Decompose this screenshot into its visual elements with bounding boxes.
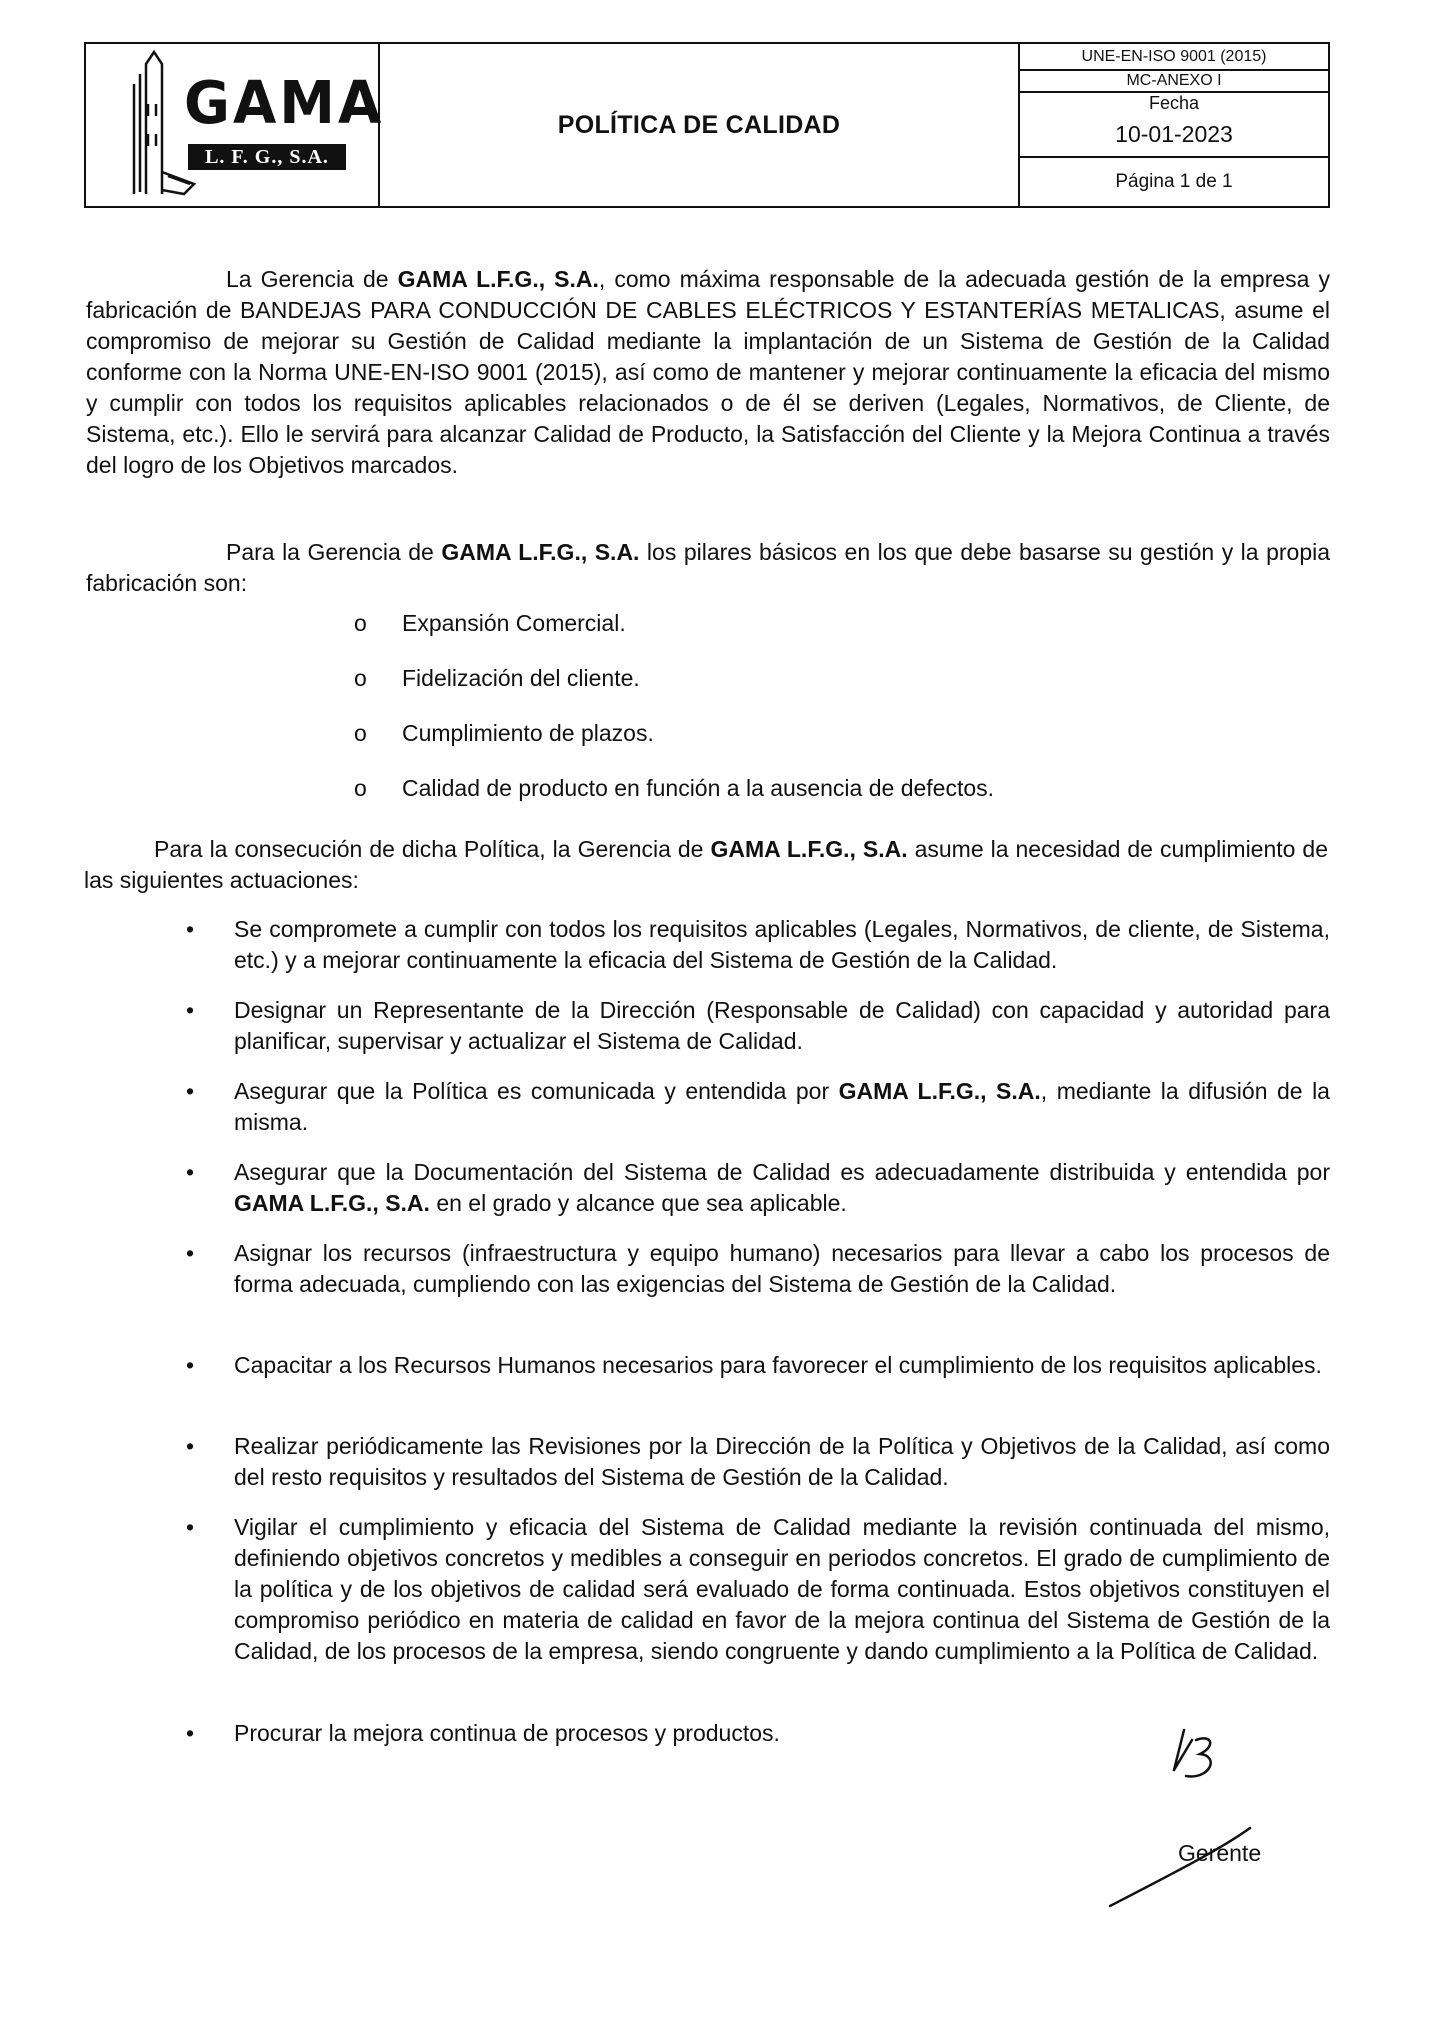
actions-intro-paragraph: Para la consecución de dicha Política, la Gerencia de GAMA L.F.G., S.A. asume la necesidad de cumplimiento de las siguientes actuaciones: (84, 836, 1329, 893)
intro-paragraph: La Gerencia de GAMA L.F.G., S.A., como máxima responsable de la adecuada gestión de la empresa y fabricación de BANDEJAS PARA CONDUCCIÓN DE CABLES ELÉCTRICOS Y ESTANTERÍAS METALICAS, asume el compromiso de mejorar su Gestión de Calidad mediante la implantación de un Sistema de Gestión de la Calidad conforme con la Norma UNE-EN-ISO 9001 (2015), así como de mantener y mejorar continuamente la eficacia del mismo y cumplir con todos los requisitos aplicables relacionados o de él se deriven (Legales, Normativos, de Cliente, de Sistema, etc.). Ello le servirá para alcanzar Calidad de Producto, la Satisfacción del Cliente y la Mejora Continua a través del logro de los Objetivos marcados. (86, 266, 1331, 478)
norm-code: UNE-EN-ISO 9001 (2015) (1020, 44, 1328, 71)
action-item: • Capacitar a los Recursos Humanos necesarios para favorecer el cumplimiento de los requisitos aplicables. (186, 1352, 1322, 1378)
signature-mark (1100, 1720, 1300, 1920)
date-label: Fecha (1148, 93, 1200, 113)
company-name: GAMA L.F.G., S.A. (710, 836, 908, 862)
header-meta (1020, 44, 1328, 206)
action-item: • Procurar la mejora continua de procesos y productos. (186, 1720, 780, 1746)
company-name: GAMA L.F.G., S.A. (397, 266, 599, 292)
action-item: • Se compromete a cumplir con todos los requisitos aplicables (Legales, Normativos, de cliente, de Sistema, etc.) y a mejorar continuamente la eficacia del Sistema de Gestión de la Calidad. (186, 916, 1330, 973)
pillar-item: o Expansión Comercial. (354, 610, 626, 636)
company-name: GAMA L.F.G., S.A. (838, 1078, 1041, 1104)
logo-text: GAMA (184, 69, 385, 138)
company-logo (86, 44, 385, 206)
action-item: • Vigilar el cumplimiento y eficacia del Sistema de Calidad mediante la revisión continuada del mismo, definiendo objetivos concretos y medibles a conseguir en periodos concretos. El grado de cumplimiento de la política y de los objetivos de calidad será evaluado de forma continuada. Estos objetivos constituyen el compromiso periódico en materia de calidad en favor de la mejora continua del Sistema de Gestión de la Calidad, de los procesos de la empresa, siendo congruente y dando cumplimiento a la Política de Calidad. (186, 1514, 1330, 1664)
document-header (84, 42, 1330, 208)
company-name: GAMA L.F.G., S.A. (441, 539, 640, 565)
action-item: • Asignar los recursos (infraestructura y equipo humano) necesarios para llevar a cabo los procesos de forma adecuada, cumpliendo con las exigencias del Sistema de Gestión de la Calidad. (186, 1240, 1330, 1297)
logo-subtitle: L. F. G., S.A. (188, 144, 346, 170)
company-name: GAMA L.F.G., S.A. (234, 1190, 430, 1216)
pillar-item: o Calidad de producto en función a la ausencia de defectos. (354, 775, 995, 801)
pillar-item: o Cumplimiento de plazos. (354, 720, 654, 746)
annex-code: MC-ANEXO I (1020, 71, 1328, 93)
action-item: • Asegurar que la Documentación del Sistema de Calidad es adecuadamente distribuida y entendida por GAMA L.F.G., S.A. en el grado y alcance que sea aplicable. (186, 1159, 1330, 1216)
pillars-intro-paragraph: Para la Gerencia de GAMA L.F.G., S.A. los pilares básicos en los que debe basarse su gestión y la propia fabricación son: (86, 539, 1331, 596)
signature-role: Gerente (1178, 1840, 1262, 1866)
pillar-item: o Fidelización del cliente. (354, 665, 640, 691)
action-item: • Realizar periódicamente las Revisiones por la Dirección de la Política y Objetivos de la Calidad, así como del resto requisitos y resultados del Sistema de Gestión de la Calidad. (186, 1433, 1330, 1490)
action-item: • Designar un Representante de la Dirección (Responsable de Calidad) con capacidad y autoridad para planificar, supervisar y actualizar el Sistema de Calidad. (186, 997, 1330, 1054)
document-title: POLÍTICA DE CALIDAD (380, 44, 1020, 206)
page-number: Página 1 de 1 (1115, 171, 1233, 192)
date-value: 10-01-2023 (1020, 115, 1328, 158)
action-item: • Asegurar que la Política es comunicada y entendida por GAMA L.F.G., S.A., mediante la difusión de la misma. (186, 1078, 1330, 1135)
